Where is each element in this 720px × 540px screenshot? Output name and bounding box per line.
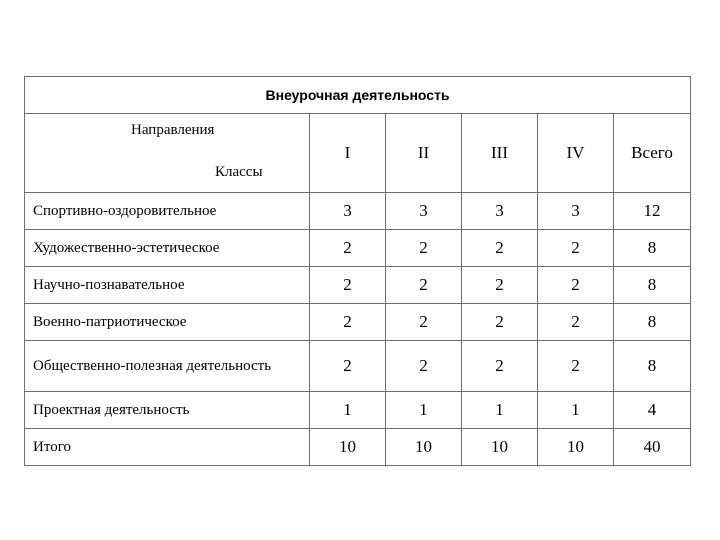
cell-value: 2 <box>462 341 538 392</box>
cell-value: 2 <box>538 341 614 392</box>
column-header-grade-3: III <box>462 114 538 193</box>
header-corner-cell <box>25 114 310 193</box>
cell-value: 3 <box>538 193 614 230</box>
classes-header: Классы <box>215 164 263 180</box>
title-row <box>25 77 691 114</box>
row-label: Спортивно-оздоровительное <box>25 193 310 230</box>
column-header-grade-1: I <box>310 114 386 193</box>
cell-value: 3 <box>462 193 538 230</box>
row-label: Общественно-полезная деятельность <box>25 341 310 392</box>
table-row <box>25 341 691 392</box>
cell-value: 1 <box>310 392 386 429</box>
cell-value: 1 <box>386 392 462 429</box>
cell-total: 40 <box>614 429 691 466</box>
cell-total: 8 <box>614 230 691 267</box>
cell-value: 2 <box>310 341 386 392</box>
cell-value: 2 <box>310 267 386 304</box>
cell-value: 2 <box>462 267 538 304</box>
cell-value: 2 <box>310 230 386 267</box>
cell-value: 2 <box>538 304 614 341</box>
cell-total: 8 <box>614 267 691 304</box>
cell-value: 1 <box>538 392 614 429</box>
cell-value: 2 <box>310 304 386 341</box>
cell-total: 4 <box>614 392 691 429</box>
table-row <box>25 230 691 267</box>
column-header-grade-4: IV <box>538 114 614 193</box>
cell-value: 2 <box>462 304 538 341</box>
table-row <box>25 304 691 341</box>
table-row <box>25 267 691 304</box>
table-row <box>25 193 691 230</box>
header-row <box>25 114 691 193</box>
activities-table-container <box>24 76 690 466</box>
table-row-total <box>25 429 691 466</box>
table-row <box>25 392 691 429</box>
cell-value: 10 <box>310 429 386 466</box>
row-label: Научно-познавательное <box>25 267 310 304</box>
cell-value: 2 <box>538 267 614 304</box>
cell-total: 8 <box>614 304 691 341</box>
cell-value: 2 <box>386 341 462 392</box>
cell-value: 2 <box>538 230 614 267</box>
cell-value: 2 <box>386 304 462 341</box>
cell-value: 10 <box>462 429 538 466</box>
cell-value: 2 <box>386 267 462 304</box>
row-label: Итого <box>25 429 310 466</box>
cell-value: 10 <box>386 429 462 466</box>
row-label: Проектная деятельность <box>25 392 310 429</box>
cell-value: 3 <box>386 193 462 230</box>
column-header-grade-2: II <box>386 114 462 193</box>
cell-value: 3 <box>310 193 386 230</box>
cell-value: 2 <box>386 230 462 267</box>
table-title: Внеурочная деятельность <box>25 77 691 114</box>
directions-header: Направления <box>131 122 215 138</box>
cell-total: 12 <box>614 193 691 230</box>
cell-value: 10 <box>538 429 614 466</box>
extracurricular-activities-table <box>24 76 691 466</box>
cell-value: 1 <box>462 392 538 429</box>
row-label: Художественно-эстетическое <box>25 230 310 267</box>
column-header-total: Всего <box>614 114 691 193</box>
row-label: Военно-патриотическое <box>25 304 310 341</box>
cell-value: 2 <box>462 230 538 267</box>
cell-total: 8 <box>614 341 691 392</box>
